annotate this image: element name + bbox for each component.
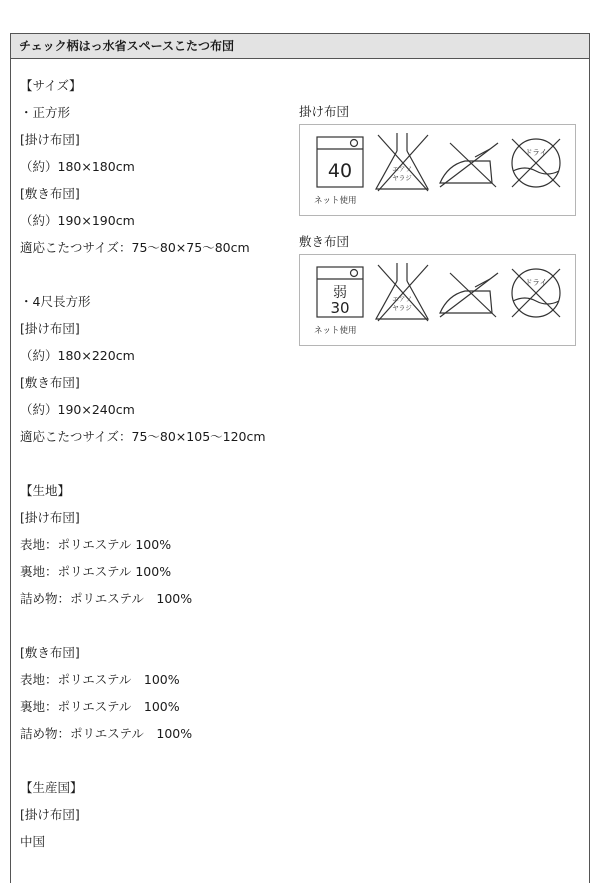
spacer	[20, 456, 290, 483]
wash-note-text: ネット使用	[314, 326, 357, 336]
spec-line: 裏地：ポリエステル 100%	[20, 699, 180, 714]
wash-temp-text: 30	[330, 299, 350, 317]
spec-line: [掛け布団]	[20, 807, 80, 822]
care-labels-column	[299, 104, 576, 364]
wash-tub-icon	[317, 267, 363, 317]
spec-line: [掛け布団]	[20, 132, 80, 147]
solvent-text-2: ヤラジ	[392, 304, 412, 312]
spec-line: （約）190×240cm	[20, 402, 135, 417]
dry-text: ドライ	[524, 278, 548, 287]
spec-line: 【生地】	[20, 483, 71, 498]
care-symbols-shikibuton	[299, 254, 576, 346]
spec-line: 表地：ポリエステル 100%	[20, 672, 180, 687]
dry-text: ドライ	[524, 148, 548, 157]
spec-line: 詰め物：ポリエステル 100%	[20, 591, 193, 606]
spacer	[20, 618, 290, 645]
care-label-kakebuton: 掛け布団	[299, 104, 350, 119]
wash-temp-text: 40	[327, 160, 353, 182]
wash-note-text: ネット使用	[314, 196, 357, 206]
solvent-text-2: ヤラジ	[392, 174, 412, 182]
no-chlorine-flask-icon	[376, 133, 428, 191]
spec-text-column	[20, 78, 290, 861]
care-label-shikibuton: 敷き布団	[299, 234, 350, 249]
spec-line: [敷き布団]	[20, 186, 80, 201]
spec-line: 適応こたつサイズ：75〜80×75〜80cm	[20, 240, 250, 255]
wash-tub-icon	[317, 137, 363, 187]
wash-weak-text: 弱	[333, 285, 347, 301]
spec-line: 表地：ポリエステル 100%	[20, 537, 172, 552]
spec-line: [敷き布団]	[20, 645, 80, 660]
spec-line: [敷き布団]	[20, 375, 80, 390]
spec-line: ・正方形	[20, 105, 71, 120]
spec-line: （約）180×180cm	[20, 159, 135, 174]
no-dry-clean-icon	[512, 269, 560, 317]
spec-panel	[10, 33, 590, 883]
spec-line: （約）190×190cm	[20, 213, 135, 228]
spec-line: 詰め物：ポリエステル 100%	[20, 726, 193, 741]
solvent-text-1: エアソ	[392, 165, 412, 173]
no-iron-icon	[440, 273, 498, 317]
solvent-text-1: エアソ	[392, 295, 412, 303]
spec-line: [掛け布団]	[20, 321, 80, 336]
care-symbols-kakebuton	[299, 124, 576, 216]
spec-line: 中国	[20, 834, 46, 849]
spec-line: ・4尺長方形	[20, 294, 91, 309]
no-iron-icon	[440, 143, 498, 187]
spec-line: [掛け布団]	[20, 510, 80, 525]
spacer	[20, 753, 290, 780]
panel-title: チェック柄はっ水省スペースこたつ布団	[11, 34, 589, 59]
spec-line: 【生産国】	[20, 780, 83, 795]
spec-line: 裏地：ポリエステル 100%	[20, 564, 172, 579]
spacer	[20, 267, 290, 294]
spec-line: 適応こたつサイズ：75〜80×105〜120cm	[20, 429, 266, 444]
spec-line: （約）180×220cm	[20, 348, 135, 363]
no-dry-clean-icon	[512, 139, 560, 187]
no-chlorine-flask-icon	[376, 263, 428, 321]
spec-line: 【サイズ】	[20, 78, 82, 93]
